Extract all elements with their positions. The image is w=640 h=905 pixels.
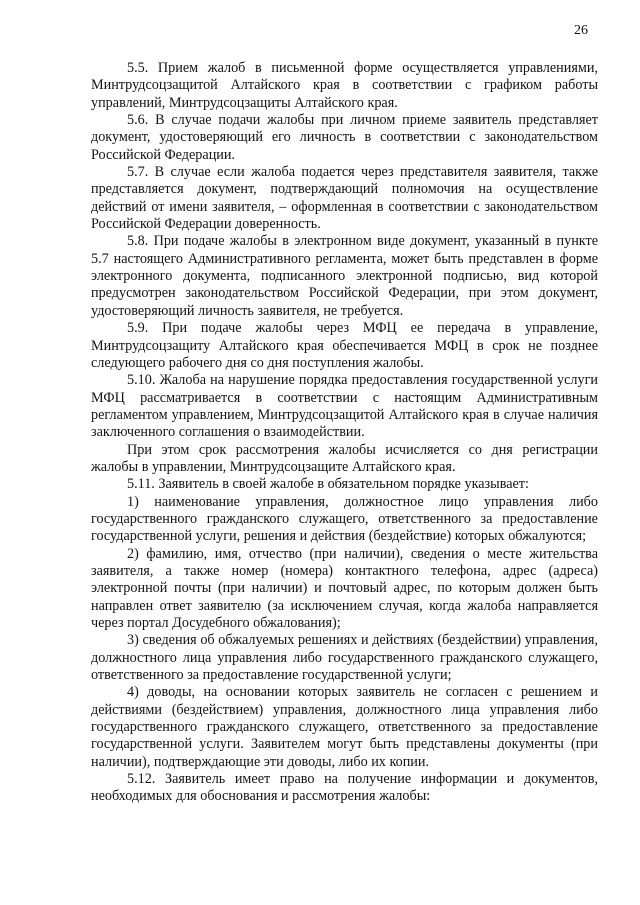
list-item-1: 1) наименование управления, должностное лицо управления либо государственного гражданского служащего, ответственного за предоставление государственной услуги, решения и действия (бездействие) которых обжалуются;: [91, 493, 598, 545]
page-number: 26: [574, 23, 588, 38]
paragraph-5-10: 5.10. Жалоба на нарушение порядка предоставления государственной услуги МФЦ рассматривается в соответствии с настоящим Административным регламентом управлением, Минтрудсоцзащитой Алтайского края в случае наличия заключенного соглашения о взаимодействии.: [91, 372, 598, 441]
paragraph-5-9: 5.9. При подаче жалобы через МФЦ ее передача в управление, Минтрудсоцзащиту Алтайского края обеспечивается МФЦ в срок не позднее следующего рабочего дня со дня поступления жалобы.: [91, 320, 598, 371]
paragraph-5-5: 5.5. Прием жалоб в письменной форме осуществляется управлениями, Минтрудсоцзащитой Алтайского края в соответствии с графиком работы управлений, Минтрудсоцзащиты Алтайского края.: [91, 60, 598, 111]
paragraph-5-10-term: При этом срок рассмотрения жалобы исчисляется со дня регистрации жалобы в управлении, Минтрудсоцзащите Алтайского края.: [91, 441, 598, 475]
paragraph-5-7: 5.7. В случае если жалоба подается через представителя заявителя, также представляется документ, подтверждающий полномочия на осуществление действий от имени заявителя, – оформленная в соответствии с законодательством Российской Федерации доверенность.: [91, 164, 598, 233]
list-item-4: 4) доводы, на основании которых заявитель не согласен с решением и действиями (бездействием) управления, должностного лица управления либо государственного гражданского служащего, ответственного за предоставление государственной услуги. Заявителем могут быть представлены документы (при наличии), подтверждающие эти доводы, либо их копии.: [91, 684, 598, 770]
paragraph-5-8: 5.8. При подаче жалобы в электронном виде документ, указанный в пункте 5.7 настоящего Административного регламента, может быть представлен в форме электронного документа, подписанного электронной подписью, вид которой предусмотрен законодательством Российской Федерации, при этом документ, удостоверяющий личность заявителя, не требуется.: [91, 233, 598, 319]
paragraph-5-12: 5.12. Заявитель имеет право на получение информации и документов, необходимых для обоснования и рассмотрения жалобы:: [91, 771, 598, 805]
paragraph-5-6: 5.6. В случае подачи жалобы при личном приеме заявитель представляет документ, удостоверяющий его личность в соответствии с законодательством Российской Федерации.: [91, 112, 598, 163]
list-item-3: 3) сведения об обжалуемых решениях и действиях (бездействии) управления, должностного лица управления либо государственного гражданского служащего, ответственного за предоставление государственной услуги;: [91, 632, 598, 684]
list-item-2: 2) фамилию, имя, отчество (при наличии), сведения о месте жительства заявителя, а также номер (номера) контактного телефона, адрес (адреса) электронной почты (при наличии) и почтовый адрес, по которым должен быть направлен ответ заявителю (за исключением случая, когда жалоба направляется через портал Досудебного обжалования);: [91, 545, 598, 631]
document-body: [91, 60, 598, 806]
paragraph-5-11: 5.11. Заявитель в своей жалобе в обязательном порядке указывает:: [127, 476, 529, 493]
